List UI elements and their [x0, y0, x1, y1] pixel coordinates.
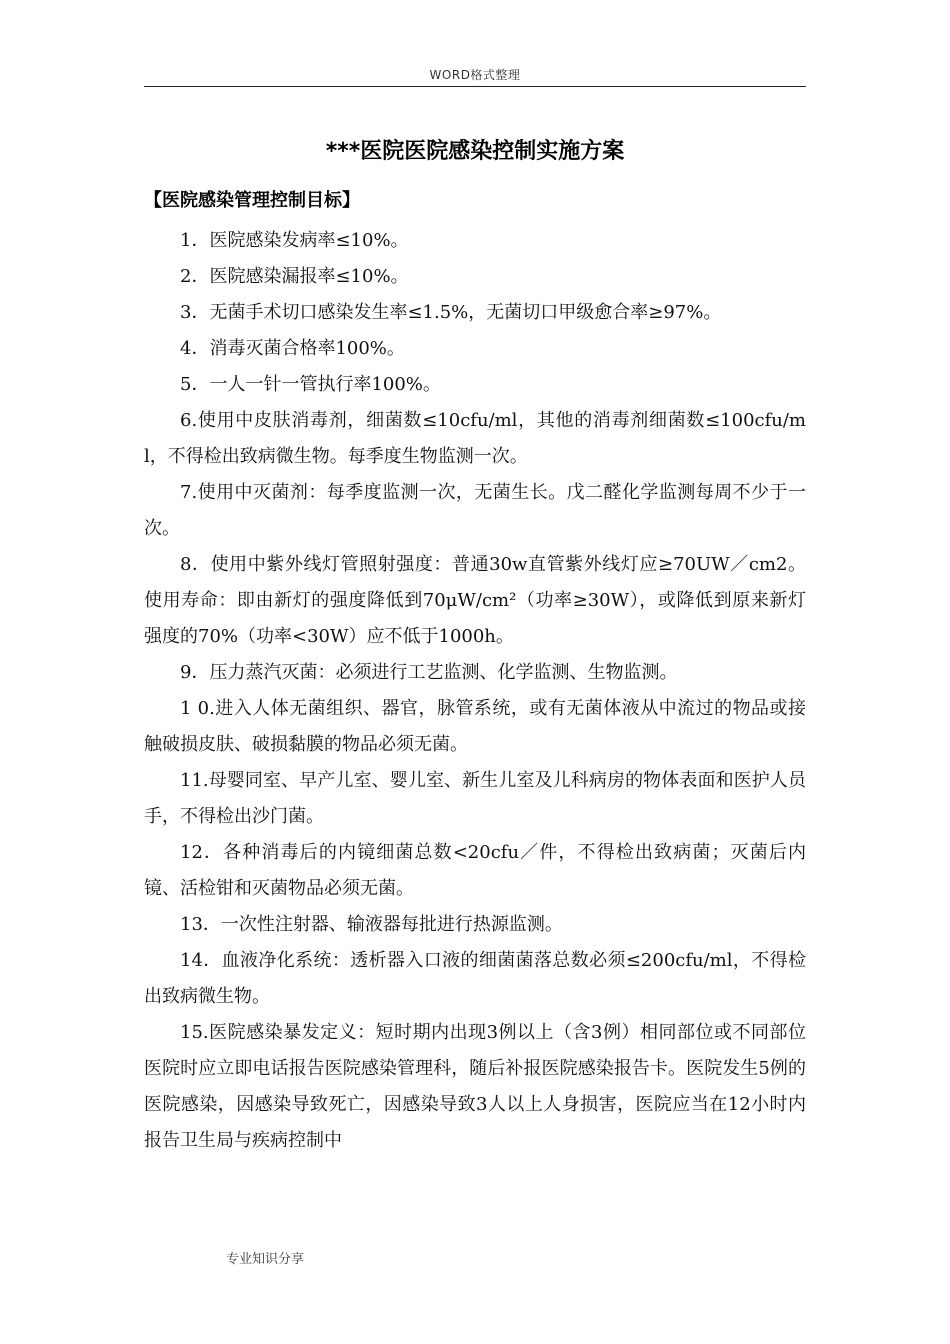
paragraph-12: 12．各种消毒后的内镜细菌总数<20cfu／件，不得检出致病菌；灭菌后内镜、活检钳和灭菌物品必须无菌。: [144, 842, 806, 899]
paragraph-15: 15.医院感染暴发定义：短时期内出现3例以上（含3例）相同部位或不同部位医院时应立即电话报告医院感染管理科，随后补报医院感染报告卡。医院发生5例的医院感染，因感染导致死亡，因感染导致3人以上人身损害，医院应当在12小时内报告卫生局与疾病控制中: [144, 1022, 806, 1151]
paragraph-5: 5．一人一针一管执行率100%。: [180, 374, 441, 395]
header-divider: [144, 86, 806, 87]
page-footer-text: 专业知识分享: [226, 1252, 305, 1267]
document-body: [144, 223, 806, 1159]
paragraph-11: 11.母婴同室、早产儿室、婴儿室、新生儿室及儿科病房的物体表面和医护人员手，不得检出沙门菌。: [144, 770, 806, 827]
paragraph-10: 1 0.进入人体无菌组织、器官，脉管系统，或有无菌体液从中流过的物品或接触破损皮肤、破损黏膜的物品必须无菌。: [144, 698, 806, 755]
paragraph-4: 4．消毒灭菌合格率100%。: [180, 338, 405, 359]
paragraph-1: 1．医院感染发病率≤10%。: [180, 230, 409, 251]
paragraph-2: 2．医院感染漏报率≤10%。: [180, 266, 409, 287]
paragraph-14: 14．血液净化系统：透析器入口液的细菌菌落总数必须≤200cfu/ml，不得检出致病微生物。: [144, 950, 806, 1007]
paragraph-7: 7.使用中灭菌剂：每季度监测一次，无菌生长。戊二醛化学监测每周不少于一次。: [144, 482, 806, 539]
paragraph-13: 13．一次性注射器、输液器每批进行热源监测。: [180, 914, 563, 935]
paragraph-9: 9．压力蒸汽灭菌：必须进行工艺监测、化学监测、生物监测。: [180, 662, 678, 683]
page-header-text: WORD格式整理: [429, 68, 521, 82]
document-title: ***医院医院感染控制实施方案: [325, 139, 625, 164]
paragraph-6: 6.使用中皮肤消毒剂，细菌数≤10cfu/ml，其他的消毒剂细菌数≤100cfu/ml，不得检出致病微生物。每季度生物监测一次。: [144, 410, 806, 467]
paragraph-8: 8．使用中紫外线灯管照射强度：普通30w直管紫外线灯应≥70UW／cm2。使用寿命：即由新灯的强度降低到70μW/cm²（功率≥30W），或降低到原来新灯强度的70%（功率<30W）应不低于1000h。: [144, 554, 806, 647]
section-heading: 【医院感染管理控制目标】: [144, 190, 360, 211]
paragraph-3: 3．无菌手术切口感染发生率≤1.5%，无菌切口甲级愈合率≥97%。: [180, 302, 722, 323]
